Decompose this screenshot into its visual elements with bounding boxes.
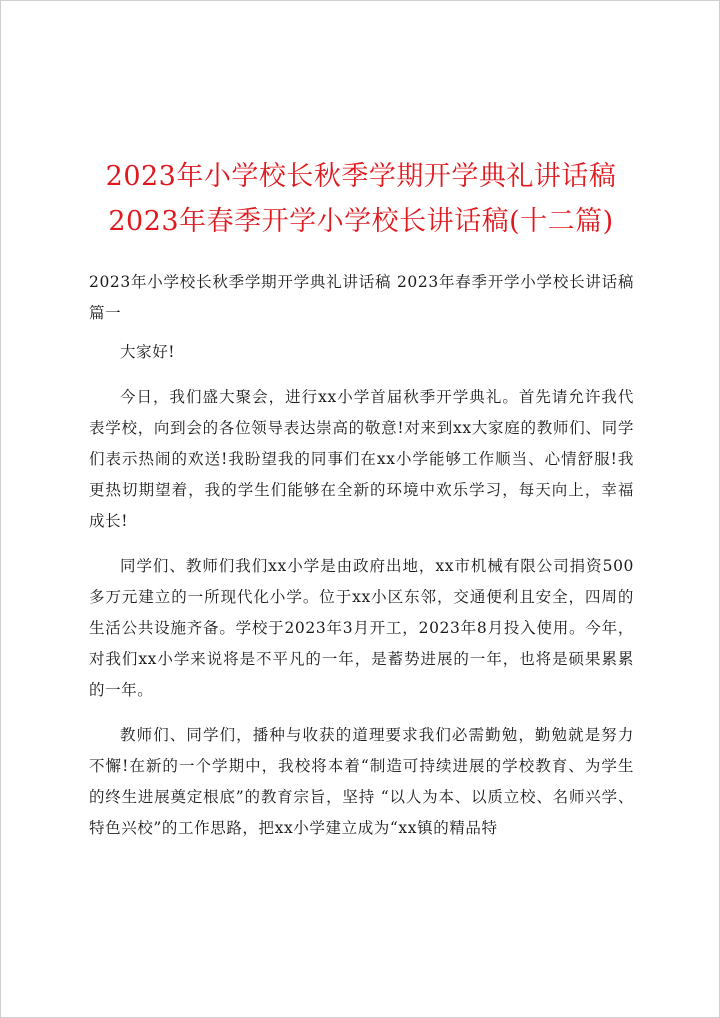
greeting-paragraph: 大家好!	[120, 343, 176, 361]
intro-paragraph: 2023年小学校长秋季学期开学典礼讲话稿 2023年春季开学小学校长讲话稿篇一	[89, 273, 634, 322]
body-paragraph: 今日，我们盛大聚会，进行xx小学首届秋季开学典礼。首先请允许我代表学校，向到会的各位领导表达崇高的敬意!对来到xx大家庭的教师们、同学们表示热闹的欢送!我盼望我的同事们在xx小学能够工作顺当、心情舒服!我更热切期望着，我的学生们能够在全新的环境中欢乐学习，每天向上，幸福成长!	[89, 388, 634, 530]
document-title-line-2: 2023年春季开学小学校长讲话稿(十二篇)	[108, 206, 614, 237]
document-body	[89, 267, 634, 858]
document-title-line-1: 2023年小学校长秋季学期开学典礼讲话稿	[105, 161, 617, 192]
body-paragraph: 教师们、同学们，播种与收获的道理要求我们必需勤勉，勤勉就是努力不懈!在新的一个学期中，我校将本着“制造可持续进展的学校教育、为学生的终生进展奠定根底”的教育宗旨，坚持 “以人为本、以质立校、名师兴学、特色兴校”的工作思路，把xx小学建立成为“xx镇的精品特	[89, 726, 634, 837]
body-paragraph: 同学们、教师们我们xx小学是由政府出地，xx市机械有限公司捐资500多万元建立的一所现代化小学。位于xx小区东邻，交通便利且安全，四周的生活公共设施齐备。学校于2023年3月开工，2023年8月投入使用。今年，对我们xx小学来说将是不平凡的一年，是蓄势进展的一年，也将是硕果累累的一年。	[89, 557, 634, 699]
